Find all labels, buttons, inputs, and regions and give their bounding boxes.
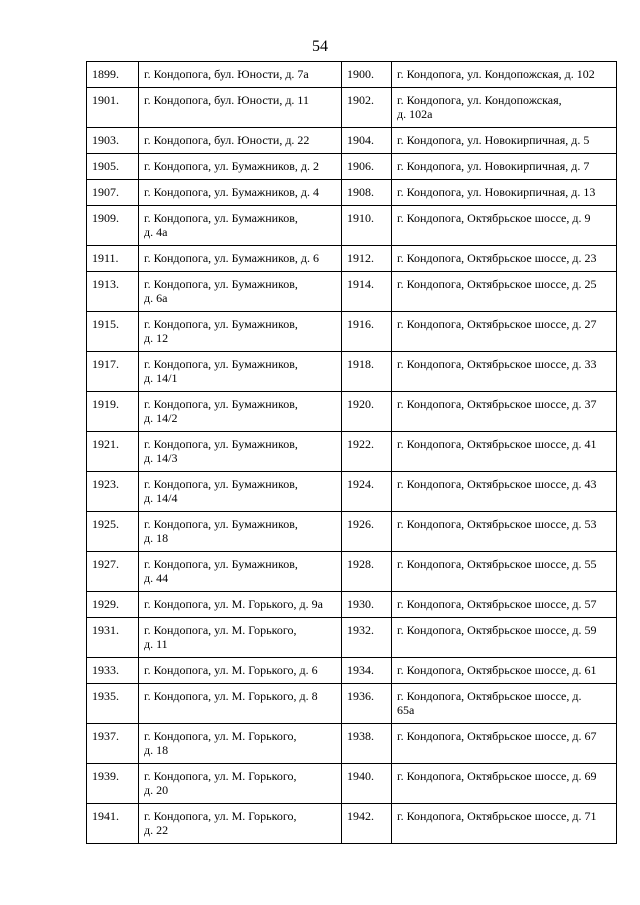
entry-address: г. Кондопога, Октябрьское шоссе, д. 41 bbox=[392, 432, 617, 472]
entry-number: 1916. bbox=[342, 312, 392, 352]
entry-number: 1901. bbox=[87, 88, 139, 128]
entry-number: 1934. bbox=[342, 658, 392, 684]
table-row bbox=[87, 472, 617, 512]
entry-number: 1939. bbox=[87, 764, 139, 804]
entry-number: 1919. bbox=[87, 392, 139, 432]
entry-number: 1900. bbox=[342, 62, 392, 88]
entry-number: 1931. bbox=[87, 618, 139, 658]
entry-number: 1899. bbox=[87, 62, 139, 88]
entry-number: 1940. bbox=[342, 764, 392, 804]
entry-address: г. Кондопога, ул. Бумажников, д. 6 bbox=[139, 246, 342, 272]
table-row bbox=[87, 88, 617, 128]
table-row bbox=[87, 154, 617, 180]
entry-address: г. Кондопога, ул. Бумажников, д. 14/2 bbox=[139, 392, 342, 432]
entry-address: г. Кондопога, ул. Новокирпичная, д. 13 bbox=[392, 180, 617, 206]
entry-address: г. Кондопога, Октябрьское шоссе, д. 23 bbox=[392, 246, 617, 272]
table-row bbox=[87, 432, 617, 472]
entry-number: 1926. bbox=[342, 512, 392, 552]
entry-number: 1925. bbox=[87, 512, 139, 552]
entry-address: г. Кондопога, ул. Бумажников, д. 14/4 bbox=[139, 472, 342, 512]
entry-address: г. Кондопога, ул. Кондопожская, д. 102а bbox=[392, 88, 617, 128]
address-table-body bbox=[87, 62, 617, 844]
entry-address: г. Кондопога, ул. Бумажников, д. 18 bbox=[139, 512, 342, 552]
entry-number: 1912. bbox=[342, 246, 392, 272]
entry-address: г. Кондопога, ул. Бумажников, д. 4а bbox=[139, 206, 342, 246]
entry-address: г. Кондопога, ул. Бумажников, д. 12 bbox=[139, 312, 342, 352]
entry-number: 1913. bbox=[87, 272, 139, 312]
table-row bbox=[87, 618, 617, 658]
entry-number: 1937. bbox=[87, 724, 139, 764]
entry-number: 1907. bbox=[87, 180, 139, 206]
entry-address: г. Кондопога, ул. Новокирпичная, д. 5 bbox=[392, 128, 617, 154]
table-row bbox=[87, 62, 617, 88]
entry-address: г. Кондопога, ул. М. Горького, д. 11 bbox=[139, 618, 342, 658]
entry-address: г. Кондопога, Октябрьское шоссе, д. 61 bbox=[392, 658, 617, 684]
entry-address: г. Кондопога, ул. М. Горького, д. 9а bbox=[139, 592, 342, 618]
entry-address: г. Кондопога, Октябрьское шоссе, д. 33 bbox=[392, 352, 617, 392]
entry-number: 1935. bbox=[87, 684, 139, 724]
entry-number: 1906. bbox=[342, 154, 392, 180]
table-row bbox=[87, 206, 617, 246]
entry-address: г. Кондопога, ул. М. Горького, д. 6 bbox=[139, 658, 342, 684]
entry-address: г. Кондопога, Октябрьское шоссе, д. 67 bbox=[392, 724, 617, 764]
entry-address: г. Кондопога, ул. Новокирпичная, д. 7 bbox=[392, 154, 617, 180]
table-row bbox=[87, 352, 617, 392]
entry-number: 1942. bbox=[342, 804, 392, 844]
table-row bbox=[87, 724, 617, 764]
entry-number: 1908. bbox=[342, 180, 392, 206]
entry-number: 1924. bbox=[342, 472, 392, 512]
entry-address: г. Кондопога, Октябрьское шоссе, д. 37 bbox=[392, 392, 617, 432]
entry-number: 1930. bbox=[342, 592, 392, 618]
entry-address: г. Кондопога, бул. Юности, д. 22 bbox=[139, 128, 342, 154]
entry-number: 1933. bbox=[87, 658, 139, 684]
page-number: 54 bbox=[312, 38, 328, 55]
entry-address: г. Кондопога, Октябрьское шоссе, д. 43 bbox=[392, 472, 617, 512]
entry-number: 1927. bbox=[87, 552, 139, 592]
entry-address: г. Кондопога, ул. Бумажников, д. 14/3 bbox=[139, 432, 342, 472]
table-row bbox=[87, 246, 617, 272]
table-row bbox=[87, 592, 617, 618]
entry-address: г. Кондопога, ул. Бумажников, д. 4 bbox=[139, 180, 342, 206]
entry-address: г. Кондопога, ул. М. Горького, д. 8 bbox=[139, 684, 342, 724]
entry-address: г. Кондопога, Октябрьское шоссе, д. 59 bbox=[392, 618, 617, 658]
entry-address: г. Кондопога, ул. М. Горького, д. 18 bbox=[139, 724, 342, 764]
table-row bbox=[87, 128, 617, 154]
entry-address: г. Кондопога, ул. М. Горького, д. 20 bbox=[139, 764, 342, 804]
entry-address: г. Кондопога, Октябрьское шоссе, д. 55 bbox=[392, 552, 617, 592]
entry-number: 1929. bbox=[87, 592, 139, 618]
entry-number: 1920. bbox=[342, 392, 392, 432]
entry-number: 1921. bbox=[87, 432, 139, 472]
entry-address: г. Кондопога, ул. Бумажников, д. 44 bbox=[139, 552, 342, 592]
entry-number: 1903. bbox=[87, 128, 139, 154]
entry-address: г. Кондопога, ул. Бумажников, д. 14/1 bbox=[139, 352, 342, 392]
entry-address: г. Кондопога, Октябрьское шоссе, д. 27 bbox=[392, 312, 617, 352]
entry-address: г. Кондопога, Октябрьское шоссе, д. 69 bbox=[392, 764, 617, 804]
entry-address: г. Кондопога, ул. Кондопожская, д. 102 bbox=[392, 62, 617, 88]
table-row bbox=[87, 312, 617, 352]
entry-address: г. Кондопога, бул. Юности, д. 11 bbox=[139, 88, 342, 128]
entry-number: 1914. bbox=[342, 272, 392, 312]
entry-number: 1902. bbox=[342, 88, 392, 128]
entry-number: 1915. bbox=[87, 312, 139, 352]
entry-address: г. Кондопога, Октябрьское шоссе, д. 25 bbox=[392, 272, 617, 312]
table-row bbox=[87, 764, 617, 804]
entry-number: 1928. bbox=[342, 552, 392, 592]
entry-number: 1904. bbox=[342, 128, 392, 154]
entry-number: 1905. bbox=[87, 154, 139, 180]
entry-address: г. Кондопога, ул. Бумажников, д. 6а bbox=[139, 272, 342, 312]
table-row bbox=[87, 392, 617, 432]
entry-address: г. Кондопога, ул. Бумажников, д. 2 bbox=[139, 154, 342, 180]
entry-number: 1941. bbox=[87, 804, 139, 844]
entry-address: г. Кондопога, Октябрьское шоссе, д. 9 bbox=[392, 206, 617, 246]
entry-address: г. Кондопога, Октябрьское шоссе, д. 53 bbox=[392, 512, 617, 552]
entry-address: г. Кондопога, Октябрьское шоссе, д. 71 bbox=[392, 804, 617, 844]
entry-number: 1932. bbox=[342, 618, 392, 658]
table-row bbox=[87, 684, 617, 724]
entry-number: 1938. bbox=[342, 724, 392, 764]
entry-number: 1909. bbox=[87, 206, 139, 246]
table-row bbox=[87, 512, 617, 552]
entry-address: г. Кондопога, Октябрьское шоссе, д. 65а bbox=[392, 684, 617, 724]
entry-number: 1911. bbox=[87, 246, 139, 272]
entry-number: 1923. bbox=[87, 472, 139, 512]
table-row bbox=[87, 658, 617, 684]
entry-address: г. Кондопога, ул. М. Горького, д. 22 bbox=[139, 804, 342, 844]
table-row bbox=[87, 272, 617, 312]
table-row bbox=[87, 552, 617, 592]
entry-address: г. Кондопога, Октябрьское шоссе, д. 57 bbox=[392, 592, 617, 618]
entry-number: 1922. bbox=[342, 432, 392, 472]
entry-number: 1918. bbox=[342, 352, 392, 392]
address-table bbox=[86, 61, 617, 844]
entry-number: 1917. bbox=[87, 352, 139, 392]
entry-number: 1936. bbox=[342, 684, 392, 724]
table-row bbox=[87, 180, 617, 206]
entry-number: 1910. bbox=[342, 206, 392, 246]
entry-address: г. Кондопога, бул. Юности, д. 7а bbox=[139, 62, 342, 88]
table-row bbox=[87, 804, 617, 844]
